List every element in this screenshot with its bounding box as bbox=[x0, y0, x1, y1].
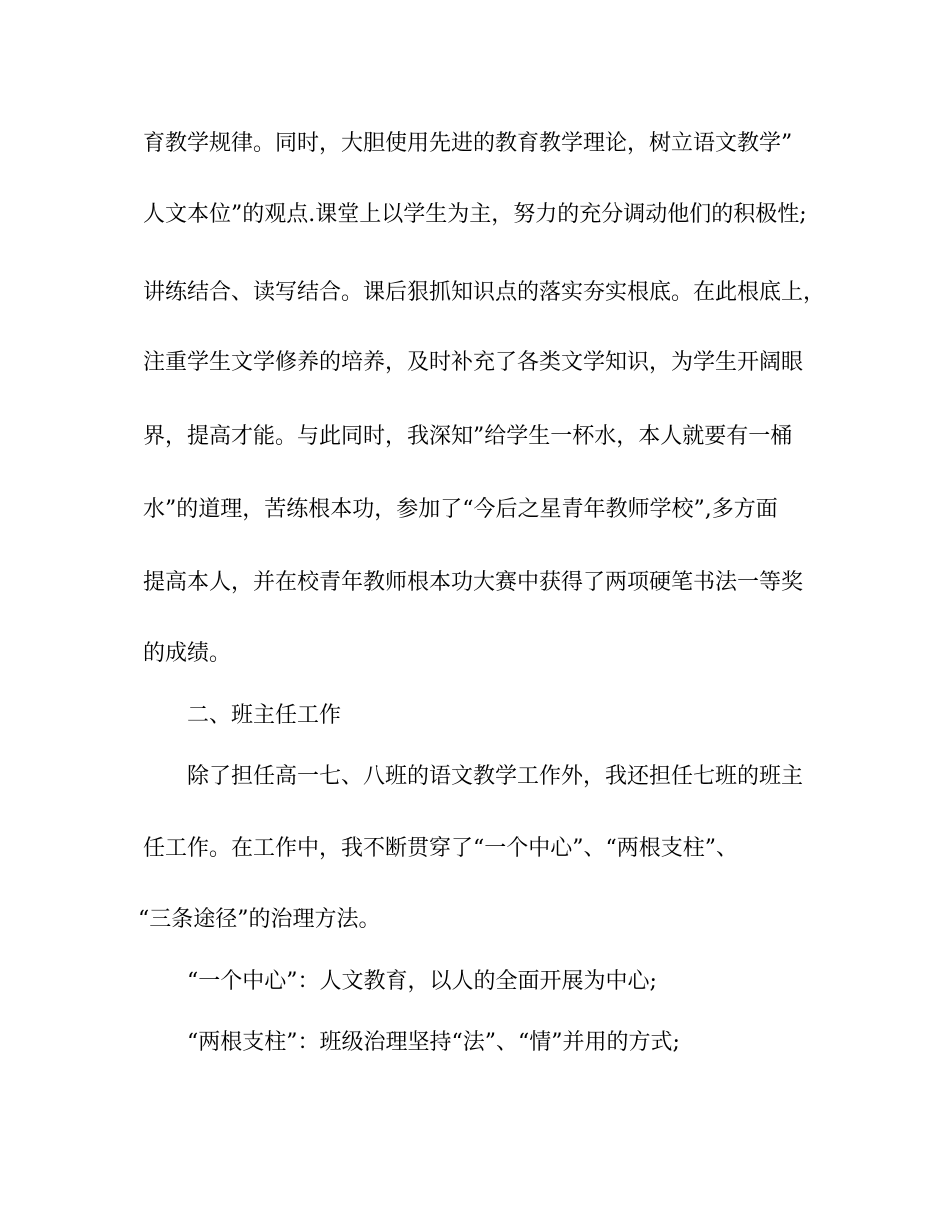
list-item: “两根支柱”：班级治理坚持“法”、“情”并用的方式; bbox=[187, 1030, 680, 1055]
paragraph-line: 育教学规律。同时，大胆使用先进的教育教学理论，树立语文教学” bbox=[143, 131, 793, 156]
paragraph-line: 界，提高才能。与此同时，我深知”给学生一杯水，本人就要有一桶 bbox=[143, 424, 793, 449]
paragraph-line: 人文本位”的观点.课堂上以学生为主，努力的充分调动他们的积极性; bbox=[143, 202, 807, 227]
paragraph-line: 的成绩。 bbox=[143, 641, 232, 666]
paragraph-line: 讲练结合、读写结合。课后狠抓知识点的落实夯实根底。在此根底上， bbox=[143, 280, 826, 305]
section-heading: 二、班主任工作 bbox=[187, 703, 342, 728]
paragraph-line: “三条途径”的治理方法。 bbox=[138, 907, 381, 932]
paragraph-line: 提高本人，并在校青年教师根本功大赛中获得了两项硬笔书法一等奖 bbox=[143, 570, 804, 595]
paragraph-line: 任工作。在工作中，我不断贯穿了“一个中心”、“两根支柱”、 bbox=[143, 836, 738, 861]
list-item: “一个中心”：人文教育，以人的全面开展为中心; bbox=[187, 969, 657, 994]
paragraph-line: 水”的道理，苦练根本功，参加了“今后之星青年教师学校”,多方面 bbox=[143, 497, 778, 522]
paragraph-line: 注重学生文学修养的培养，及时补充了各类文学知识，为学生开阔眼 bbox=[143, 350, 804, 375]
paragraph-line: 除了担任高一七、八班的语文教学工作外，我还担任七班的班主 bbox=[187, 764, 804, 789]
